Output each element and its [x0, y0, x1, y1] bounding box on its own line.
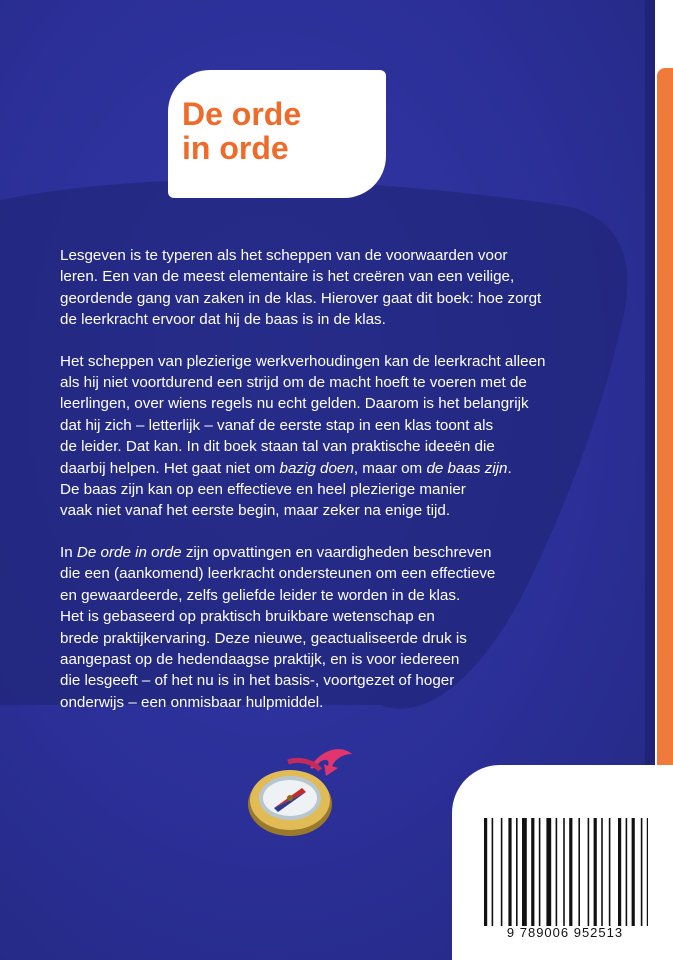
emphasis-book-title: De orde in orde	[76, 543, 182, 561]
barcode-bar	[641, 818, 643, 926]
text-fragment: zijn opvattingen en vaardigheden beschreven	[181, 543, 492, 561]
barcode-bar	[569, 818, 572, 926]
text-line: Het is gebaseerd op praktisch bruikbare wetenschap en	[60, 608, 435, 626]
title-line-1: De orde	[182, 96, 302, 132]
paragraph-2	[60, 351, 600, 522]
text-fragment: , maar om	[353, 459, 427, 477]
text-line: aangepast op de hedendaagse praktijk, en is voor iedereen	[60, 650, 460, 668]
barcode-bar	[594, 818, 597, 926]
text-fragment: .	[507, 459, 512, 477]
text-line: Het scheppen van plezierige werkverhoudingen kan de leerkracht alleen	[60, 352, 546, 370]
text-line: die lesgeeft – of het nu is in het basis-, voortgezet of hoger	[60, 672, 455, 690]
text-line: leren. Een van de meest elementaire is het creëren van een veilige,	[60, 268, 515, 286]
text-fragment: In	[60, 543, 77, 561]
barcode-bar	[578, 818, 580, 926]
text-line: die een (aankomend) leerkracht ondersteunen om een effectieve	[60, 565, 496, 583]
compass-icon	[240, 740, 360, 840]
text-line-with-emphasis	[60, 542, 600, 563]
barcode-bar	[539, 818, 541, 926]
text-line: leerlingen, over wiens regels nu echt gelden. Daarom is het belangrijk	[60, 395, 529, 413]
barcode-bar	[632, 818, 635, 926]
barcode-bar	[609, 818, 611, 926]
barcode-bar	[501, 818, 503, 926]
barcode	[484, 818, 648, 926]
barcode-bar	[647, 818, 648, 926]
barcode-bar	[492, 818, 494, 926]
text-line-with-emphasis	[60, 458, 600, 479]
barcode-bar	[601, 818, 603, 926]
blurb-text	[60, 245, 600, 733]
barcode-bar	[588, 818, 590, 926]
text-line: en gewaardeerde, zelfs geliefde leider te worden in de klas.	[60, 586, 461, 604]
text-fragment: daarbij helpen. Het gaat niet om	[60, 459, 280, 477]
text-line: de leerkracht ervoor dat hij de baas is in de klas.	[60, 311, 386, 329]
emphasis-bazig-doen: bazig doen	[279, 459, 354, 477]
paragraph-3	[60, 542, 600, 713]
text-line: Lesgeven is te typeren als het scheppen van de voorwaarden voor	[60, 247, 508, 264]
barcode-bar	[516, 818, 518, 926]
barcode-bar	[484, 818, 487, 926]
text-line: brede praktijkervaring. Deze nieuwe, geactualiseerde druk is	[60, 629, 467, 647]
book-title	[182, 97, 301, 165]
title-line-2: in orde	[182, 130, 289, 166]
barcode-bar	[522, 818, 527, 926]
orange-spine-band	[657, 68, 673, 808]
barcode-bar	[508, 818, 511, 926]
barcode-bar	[626, 818, 628, 926]
paragraph-1	[60, 245, 600, 331]
barcode-bar	[556, 818, 558, 926]
text-line: dat hij zich – letterlijk – vanaf de eerste stap in een klas toont als	[60, 416, 494, 434]
barcode-bar	[618, 818, 621, 926]
text-line: De baas zijn kan op een effectieve en heel plezierige manier	[60, 481, 466, 499]
isbn-number: 9 789006 952513	[506, 925, 624, 940]
barcode-bar	[563, 818, 565, 926]
barcode-bar	[546, 818, 551, 926]
text-line: geordende gang van zaken in de klas. Hierover gaat dit boek: hoe zorgt	[60, 289, 542, 307]
barcode-bar	[531, 818, 534, 926]
emphasis-de-baas-zijn: de baas zijn	[426, 459, 508, 477]
text-line: vaak niet vanaf het eerste begin, maar zeker na enige tijd.	[60, 502, 451, 520]
text-line: als hij niet voortdurend een strijd om de macht hoeft te voeren met de	[60, 374, 527, 392]
text-line: de leider. Dat kan. In dit boek staan tal van praktische ideeën die	[60, 438, 495, 456]
text-line: onderwijs – een onmisbaar hulpmiddel.	[60, 693, 324, 711]
